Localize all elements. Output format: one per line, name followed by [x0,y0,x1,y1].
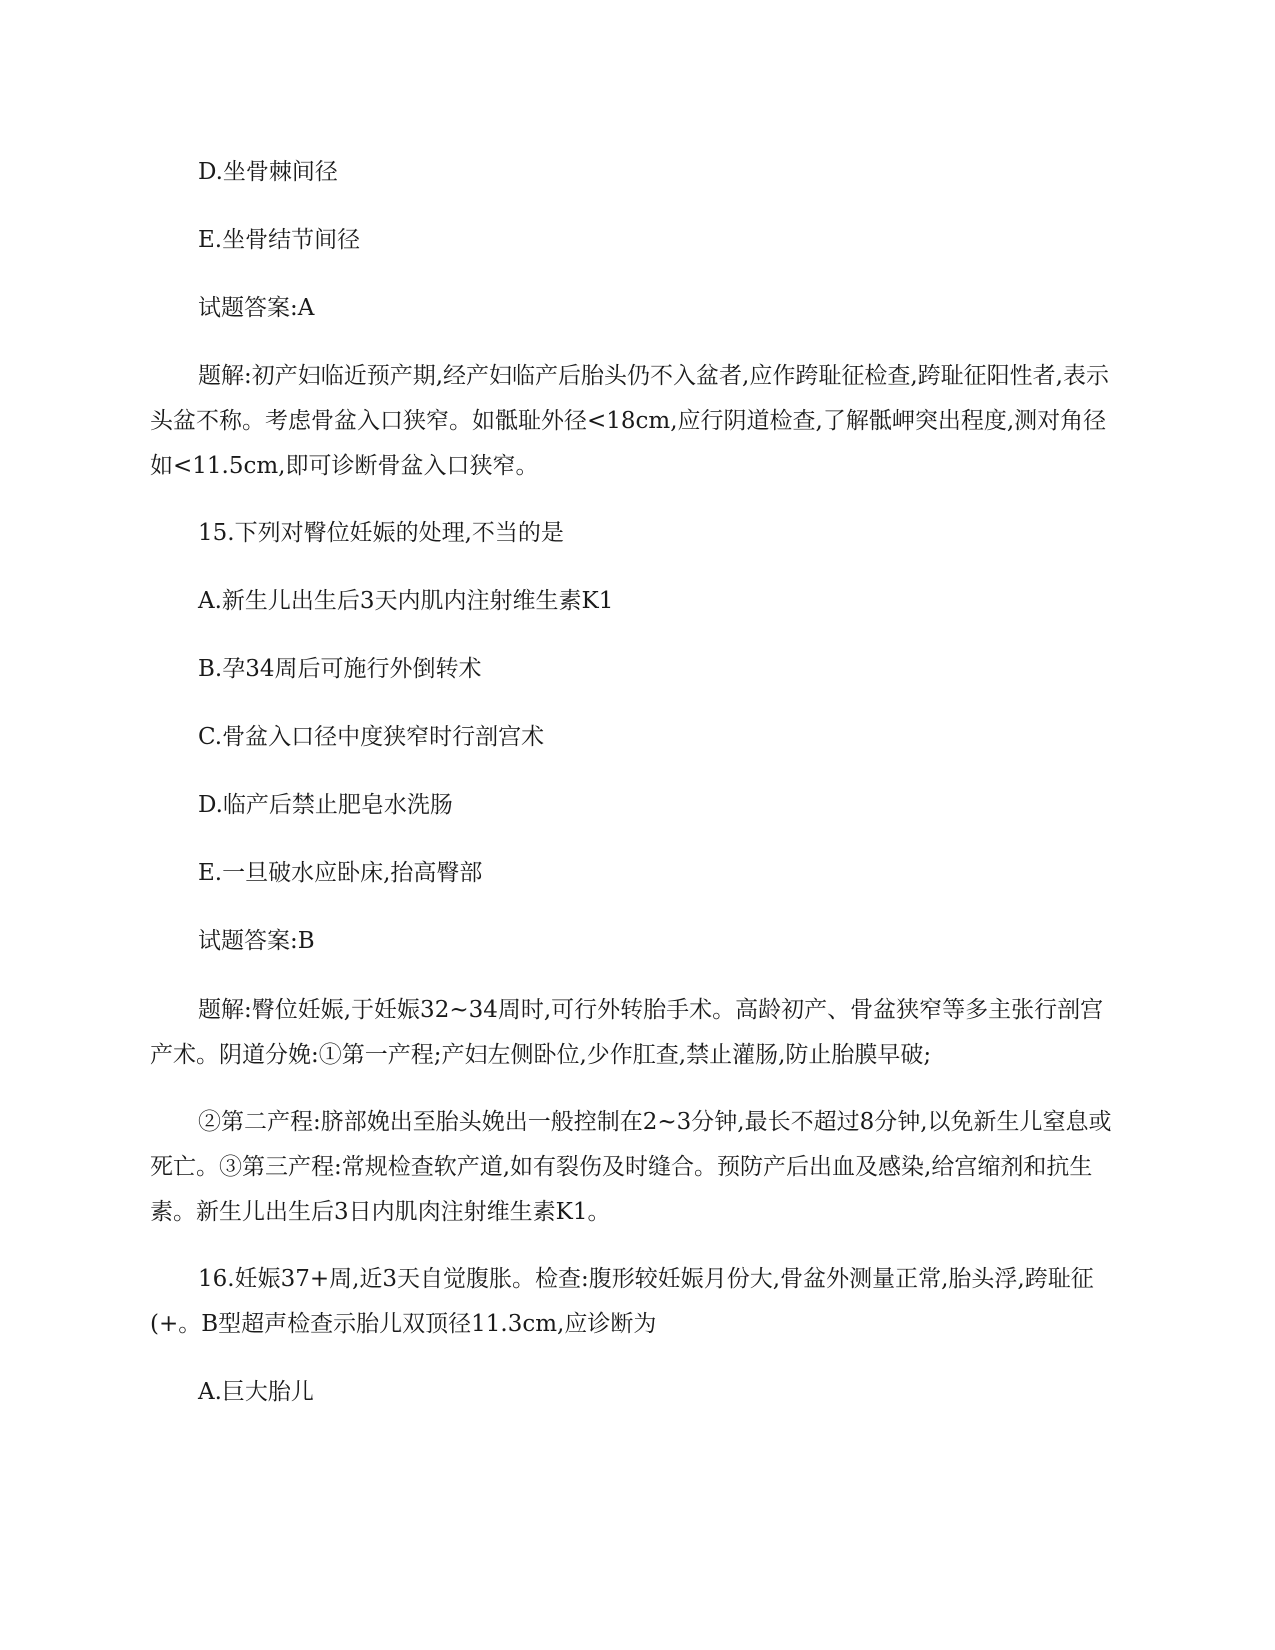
question-16-option-a: A.巨大胎儿 [198,1379,314,1405]
question-15-option-b: B.孕34周后可施行外倒转术 [198,656,482,682]
option-d-prev: D.坐骨棘间径 [198,159,338,185]
explanation-15-part-2: ②第二产程:脐部娩出至胎头娩出一般控制在2~3分钟,最长不超过8分钟,以免新生儿窒息或死亡。③第三产程:常规检查软产道,如有裂伤及时缝合。预防产后出血及感染,给宫缩剂和抗生素。新生儿出生后3日内肌肉注射维生素K1。 [150,1109,1112,1225]
question-15: 15.下列对臀位妊娠的处理,不当的是 [198,520,564,546]
explanation-15-part-1: 题解:臀位妊娠,于妊娠32~34周时,可行外转胎手术。高龄初产、骨盆狭窄等多主张行剖宫产术。阴道分娩:①第一产程;产妇左侧卧位,少作肛查,禁止灌肠,防止胎膜早破; [150,997,1104,1068]
answer-14: 试题答案:A [198,295,315,321]
question-15-option-d: D.临产后禁止肥皂水洗肠 [198,792,453,818]
answer-15: 试题答案:B [198,928,315,954]
document-page [150,0,1125,1650]
question-15-option-c: C.骨盆入口径中度狭窄时行剖宫术 [198,724,545,750]
option-e-prev: E.坐骨结节间径 [198,227,361,253]
explanation-14: 题解:初产妇临近预产期,经产妇临产后胎头仍不入盆者,应作跨耻征检查,跨耻征阳性者,表示头盆不称。考虑骨盆入口狭窄。如骶耻外径<18cm,应行阴道检查,了解骶岬突出程度,测对角径如<11.5cm,即可诊断骨盆入口狭窄。 [150,363,1109,479]
question-15-option-a: A.新生儿出生后3天内肌内注射维生素K1 [198,588,614,614]
question-16: 16.妊娠37+周,近3天自觉腹胀。检查:腹形较妊娠月份大,骨盆外测量正常,胎头浮,跨耻征(+。B型超声检查示胎儿双顶径11.3cm,应诊断为 [150,1266,1094,1337]
question-15-option-e: E.一旦破水应卧床,抬高臀部 [198,860,483,886]
